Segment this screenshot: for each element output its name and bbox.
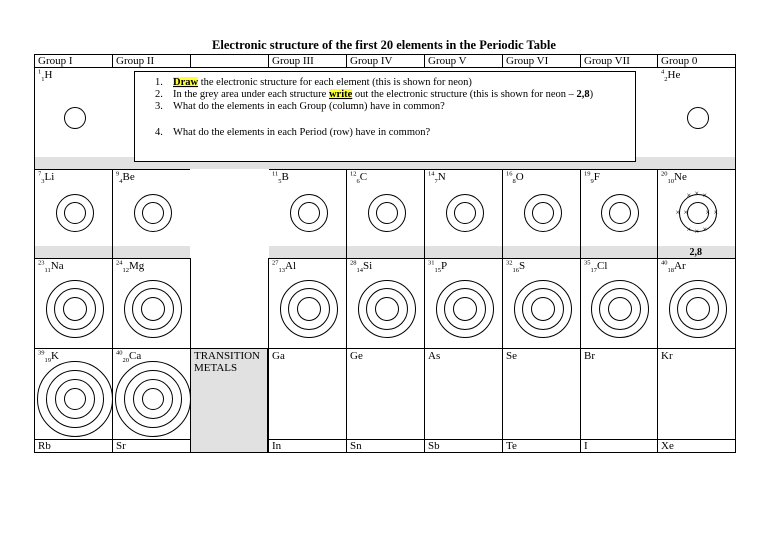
- mass-number: 39: [38, 349, 45, 357]
- element-cell: [580, 169, 658, 259]
- element-symbol: [38, 349, 59, 365]
- mass-number: 27: [272, 259, 279, 267]
- element-cell: [424, 258, 503, 349]
- group-header: Group 0: [657, 54, 736, 68]
- group-header: Group VII: [580, 54, 658, 68]
- mass-number: 12: [350, 170, 357, 178]
- electron-shell: [298, 202, 320, 224]
- element-symbol: [116, 259, 145, 275]
- mass-number: 23: [38, 259, 45, 267]
- group-header: Group VI: [502, 54, 581, 68]
- electron-shell: [686, 297, 710, 321]
- mass-number: 24: [116, 259, 123, 267]
- symbol: Ar: [674, 260, 686, 272]
- element-cell: [112, 258, 191, 349]
- electron-shell: [687, 107, 709, 129]
- element-cell: [346, 169, 425, 259]
- element-symbol: [38, 68, 53, 84]
- electron-shell: [64, 388, 86, 410]
- element-symbol: [116, 170, 135, 186]
- symbol: F: [593, 171, 600, 183]
- symbol: Li: [44, 171, 55, 183]
- electron-shell: [453, 297, 477, 321]
- electron-mark: ×: [694, 227, 700, 236]
- atomic-number: 19: [44, 357, 51, 365]
- symbol: Ne: [674, 171, 687, 183]
- electron-shell: [375, 297, 399, 321]
- atomic-number: 13: [278, 267, 285, 275]
- element-cell: [580, 258, 658, 349]
- mass-number: 11: [272, 170, 279, 178]
- atomic-number: 14: [356, 267, 363, 275]
- symbol: Si: [363, 260, 373, 272]
- element-symbol: [661, 259, 686, 275]
- atomic-number: 9: [590, 178, 594, 186]
- atomic-number: 12: [122, 267, 129, 275]
- electron-shell: [142, 202, 164, 224]
- symbol: K: [51, 350, 59, 362]
- element-symbol: [272, 170, 289, 186]
- electron-shell: [63, 297, 87, 321]
- element-cell: Rb: [34, 439, 113, 453]
- electron-shell: [531, 297, 555, 321]
- transition-metals-label: TRANSITION METALS: [194, 350, 260, 374]
- highlighted-word: Draw: [173, 77, 199, 88]
- mass-number: 19: [584, 170, 591, 178]
- atomic-number: 3: [41, 178, 45, 186]
- element-cell: [424, 169, 503, 259]
- group-header: Group V: [424, 54, 503, 68]
- electron-shell: [609, 202, 631, 224]
- mass-number: 14: [428, 170, 435, 178]
- element-cell: [502, 258, 581, 349]
- instruction-item: [155, 77, 472, 89]
- group-header: Group IV: [346, 54, 425, 68]
- mass-number: 1: [38, 68, 42, 76]
- neon-structure-example: 2,8: [576, 89, 590, 100]
- instruction-text: out the electronic structure (this is shown for neon –: [352, 89, 577, 100]
- atomic-number: 6: [356, 178, 360, 186]
- element-cell: [112, 348, 191, 440]
- electron-mark: ×: [675, 208, 681, 217]
- element-cell: [657, 67, 736, 170]
- instruction-number: 2.: [155, 89, 163, 100]
- group-header: Group II: [112, 54, 191, 68]
- instruction-text: What do the elements in each Group (column) have in common?: [173, 101, 445, 112]
- atomic-number: 17: [590, 267, 597, 275]
- symbol: H: [44, 69, 53, 81]
- atomic-number: 10: [667, 178, 674, 186]
- element-cell: [657, 169, 736, 259]
- atomic-number: 11: [44, 267, 51, 275]
- atomic-number: 5: [278, 178, 282, 186]
- electron-mark: ×: [683, 208, 689, 217]
- electron-shell: [376, 202, 398, 224]
- mass-number: 32: [506, 259, 513, 267]
- element-cell: Xe: [657, 439, 736, 453]
- neon-structure-label: 2,8: [689, 247, 702, 258]
- electron-shell: [142, 388, 164, 410]
- instruction-number: 1.: [155, 77, 163, 88]
- transition-metals-block: [190, 348, 268, 453]
- electron-mark: ×: [694, 189, 700, 198]
- structure-answer-area: [269, 246, 346, 258]
- electron-shell: [64, 202, 86, 224]
- element-cell: [34, 348, 113, 440]
- highlighted-word: write: [328, 89, 353, 100]
- element-cell: Br: [580, 348, 658, 440]
- symbol: O: [515, 171, 524, 183]
- electron-mark: ×: [686, 225, 692, 234]
- element-symbol: [428, 170, 446, 186]
- element-symbol: [584, 170, 600, 186]
- symbol: Ca: [129, 350, 142, 362]
- symbol: S: [519, 260, 526, 272]
- element-cell: [34, 67, 113, 170]
- element-symbol: [428, 259, 448, 275]
- symbol: N: [437, 171, 446, 183]
- element-cell: Sr: [112, 439, 191, 453]
- structure-answer-area: [35, 157, 112, 169]
- group-header-blank: [190, 54, 269, 68]
- structure-answer-area: [35, 246, 112, 258]
- element-symbol: [38, 259, 64, 275]
- electron-shell: [454, 202, 476, 224]
- element-cell: [502, 169, 581, 259]
- element-cell: [34, 258, 113, 349]
- element-cell: Ge: [346, 348, 425, 440]
- mass-number: 40: [661, 259, 668, 267]
- atomic-number: 8: [512, 178, 516, 186]
- element-symbol: [661, 68, 681, 84]
- electron-shell: [141, 297, 165, 321]
- atomic-number: 16: [512, 267, 519, 275]
- mass-number: 7: [38, 170, 42, 178]
- atomic-number: 18: [667, 267, 674, 275]
- electron-mark: ×: [713, 208, 719, 217]
- instruction-item: [155, 101, 445, 113]
- atomic-number: 1: [41, 76, 45, 84]
- atomic-number: 15: [434, 267, 441, 275]
- symbol: Al: [285, 260, 296, 272]
- electron-mark: ×: [686, 191, 692, 200]
- mass-number: 28: [350, 259, 357, 267]
- instruction-text: What do the elements in each Period (row) have in common?: [173, 127, 431, 138]
- atomic-number: 7: [434, 178, 438, 186]
- symbol: Be: [122, 171, 135, 183]
- structure-answer-area: [581, 246, 657, 258]
- empty-cell: [190, 169, 269, 259]
- mass-number: 20: [661, 170, 668, 178]
- structure-answer-area: [425, 246, 502, 258]
- structure-answer-area: [503, 246, 580, 258]
- element-cell: [112, 169, 191, 259]
- electron-mark: ×: [702, 225, 708, 234]
- electron-mark: ×: [705, 208, 711, 217]
- instruction-text: ): [589, 89, 594, 100]
- symbol: He: [667, 69, 681, 81]
- element-symbol: [350, 170, 368, 186]
- mass-number: 9: [116, 170, 120, 178]
- element-cell: Sb: [424, 439, 503, 453]
- mass-number: 40: [116, 349, 123, 357]
- electron-mark: ×: [702, 191, 708, 200]
- electron-shell: [64, 107, 86, 129]
- instruction-number: 4.: [155, 127, 163, 138]
- element-cell: Sn: [346, 439, 425, 453]
- element-symbol: [116, 349, 142, 365]
- electron-shell: [297, 297, 321, 321]
- group-header: Group III: [268, 54, 347, 68]
- element-symbol: [506, 170, 524, 186]
- symbol: Na: [50, 260, 64, 272]
- element-cell: Ga: [268, 348, 347, 440]
- atomic-number: 4: [119, 178, 123, 186]
- symbol: P: [441, 260, 448, 272]
- element-cell: In: [268, 439, 347, 453]
- mass-number: 35: [584, 259, 591, 267]
- element-cell: [346, 258, 425, 349]
- element-cell: Te: [502, 439, 581, 453]
- instruction-text: In the grey area under each structure: [173, 89, 329, 100]
- symbol: C: [359, 171, 368, 183]
- element-cell: Kr: [657, 348, 736, 440]
- mass-number: 31: [428, 259, 435, 267]
- element-cell: As: [424, 348, 503, 440]
- instructions-box: [134, 71, 636, 162]
- element-symbol: [584, 259, 608, 275]
- group-header: Group I: [34, 54, 113, 68]
- instruction-item: [155, 127, 430, 139]
- element-symbol: [350, 259, 373, 275]
- symbol: B: [281, 171, 289, 183]
- element-cell: [657, 258, 736, 349]
- structure-answer-area: [113, 246, 190, 258]
- structure-answer-area: [658, 157, 735, 169]
- element-symbol: [38, 170, 55, 186]
- electron-shell: [532, 202, 554, 224]
- mass-number: 16: [506, 170, 513, 178]
- atomic-number: 20: [122, 357, 129, 365]
- element-symbol: [272, 259, 296, 275]
- symbol: Mg: [129, 260, 145, 272]
- mass-number: 4: [661, 68, 665, 76]
- instruction-text: the electronic structure for each element (this is shown for neon): [198, 77, 472, 88]
- element-cell: Se: [502, 348, 581, 440]
- page-title: Electronic structure of the first 20 elements in the Periodic Table: [212, 38, 556, 52]
- element-cell: [268, 258, 347, 349]
- element-symbol: [506, 259, 526, 275]
- structure-answer-area: [347, 246, 424, 258]
- element-cell: [34, 169, 113, 259]
- symbol: Cl: [597, 260, 608, 272]
- instruction-item: [155, 89, 593, 101]
- instruction-number: 3.: [155, 101, 163, 112]
- electron-shell: [608, 297, 632, 321]
- element-cell: [268, 169, 347, 259]
- element-symbol: [661, 170, 687, 186]
- atomic-number: 2: [664, 76, 668, 84]
- element-cell: I: [580, 439, 658, 453]
